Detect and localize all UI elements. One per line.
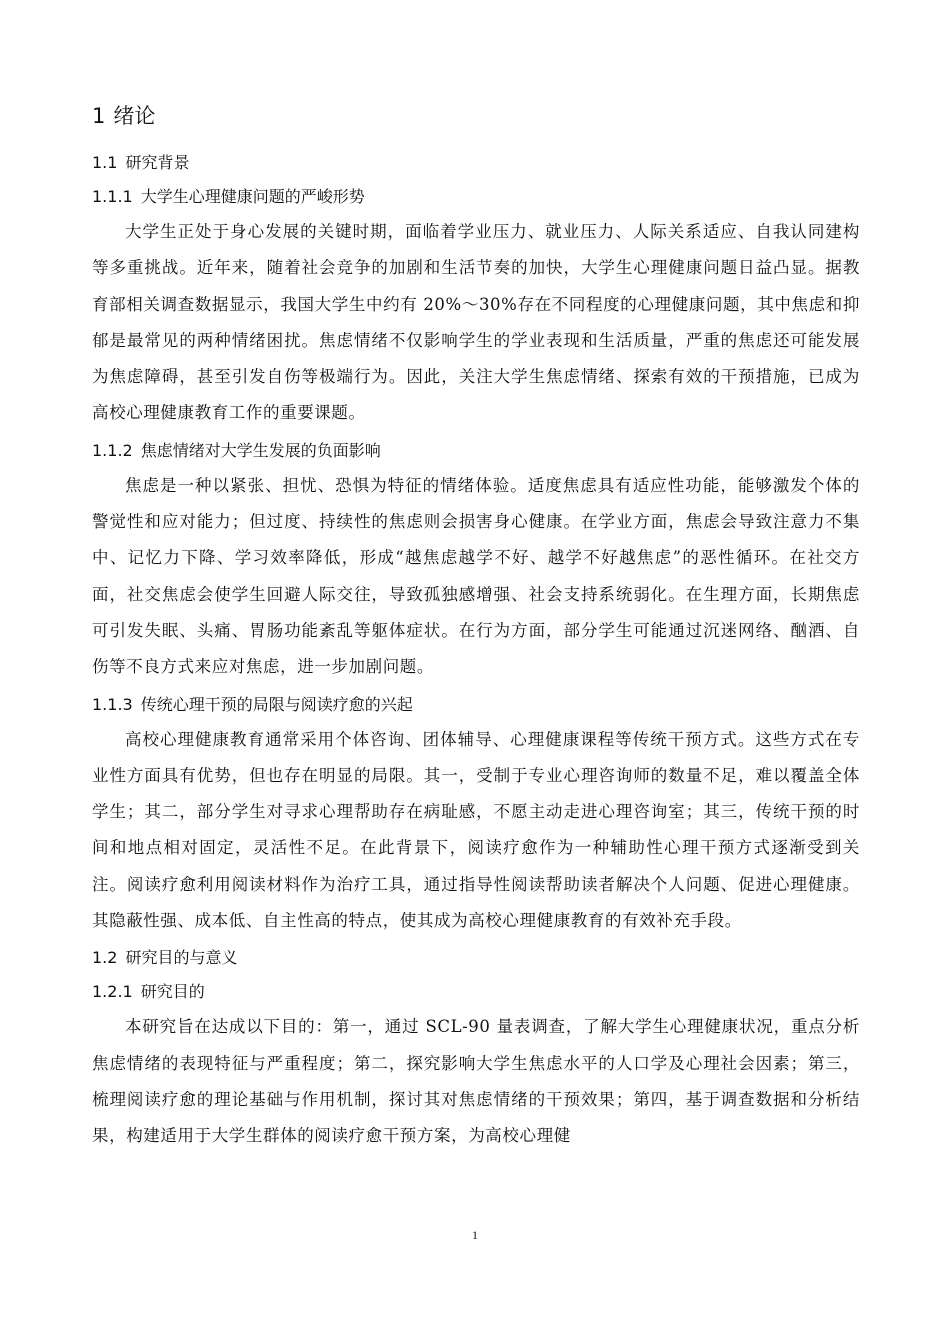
subsection-number: 1.1.2 — [92, 440, 133, 460]
body-paragraph: 焦虑是一种以紧张、担忧、恐惧为特征的情绪体验。适度焦虑具有适应性功能，能够激发个体的警觉性和应对能力；但过度、持续性的焦虑则会损害身心健康。在学业方面，焦虑会导致注意力不集中、记忆力下降、学习效率降低，形成“越焦虑越学不好、越学不好越焦虑”的恶性循环。在社交方面，社交焦虑会使学生回避人际交往，导致孤独感增强、社会支持系统弱化。在生理方面，长期焦虑可引发失眠、头痛、胃肠功能紊乱等躯体症状。在行为方面，部分学生可能通过沉迷网络、酗酒、自伤等不良方式来应对焦虑，进一步加剧问题。 — [92, 475, 860, 677]
subsection-heading — [92, 690, 860, 720]
subsection-number: 1.2.1 — [92, 982, 133, 1002]
section-title: 研究目的与意义 — [125, 948, 238, 968]
subsection-title: 焦虑情绪对大学生发展的负面影响 — [140, 440, 381, 460]
subsection-number: 1.1.1 — [92, 187, 133, 206]
subsection-heading — [92, 977, 860, 1007]
chapter-heading — [92, 98, 860, 134]
chapter-title: 绪论 — [113, 104, 156, 128]
subsection-heading — [92, 436, 860, 466]
body-paragraph: 高校心理健康教育通常采用个体咨询、团体辅导、心理健康课程等传统干预方式。这些方式在专业性方面具有优势，但也存在明显的局限。其一，受制于专业心理咨询师的数量不足，难以覆盖全体学生；其二，部分学生对寻求心理帮助存在病耻感，不愿主动走进心理咨询室；其三，传统干预的时间和地点相对固定，灵活性不足。在此背景下，阅读疗愈作为一种辅助性心理干预方式逐渐受到关注。阅读疗愈利用阅读材料作为治疗工具，通过指导性阅读帮助读者解决个人问题、促进心理健康。其隐蔽性强、成本低、自主性高的特点，使其成为高校心理健康教育的有效补充手段。 — [92, 729, 860, 931]
subsection-title: 大学生心理健康问题的严峻形势 — [140, 187, 365, 206]
subsection-heading — [92, 182, 860, 212]
page-number: 1 — [472, 1228, 478, 1242]
page-content — [92, 98, 860, 1155]
body-paragraph: 本研究旨在达成以下目的：第一，通过 SCL-90 量表调查，了解大学生心理健康状况，重点分析焦虑情绪的表现特征与严重程度；第二，探究影响大学生焦虑水平的人口学及心理社会因素；第三，梳理阅读疗愈的理论基础与作用机制，探讨其对焦虑情绪的干预效果；第四，基于调查数据和分析结果，构建适用于大学生群体的阅读疗愈干预方案，为高校心理健 — [92, 1017, 860, 1146]
subsection-number: 1.1.3 — [92, 694, 133, 714]
subsection-title: 传统心理干预的局限与阅读疗愈的兴起 — [140, 694, 413, 714]
chapter-number: 1 — [92, 104, 106, 128]
body-paragraph: 大学生正处于身心发展的关键时期，面临着学业压力、就业压力、人际关系适应、自我认同建构等多重挑战。近年来，随着社会竞争的加剧和生活节奏的加快，大学生心理健康问题日益凸显。据教育部相关调查数据显示，我国大学生中约有 20%～30%存在不同程度的心理健康问题，其中焦虑和抑郁是最常见的两种情绪困扰。焦虑情绪不仅影响学生的学业表现和生活质量，严重的焦虑还可能发展为焦虑障碍，甚至引发自伤等极端行为。因此，关注大学生焦虑情绪、探索有效的干预措施，已成为高校心理健康教育工作的重要课题。 — [92, 222, 860, 423]
section-heading — [92, 943, 860, 973]
section-heading — [92, 148, 860, 178]
subsection-title: 研究目的 — [140, 982, 205, 1002]
section-number: 1.2 — [92, 948, 118, 968]
section-number: 1.1 — [92, 153, 118, 172]
section-title: 研究背景 — [125, 153, 190, 172]
